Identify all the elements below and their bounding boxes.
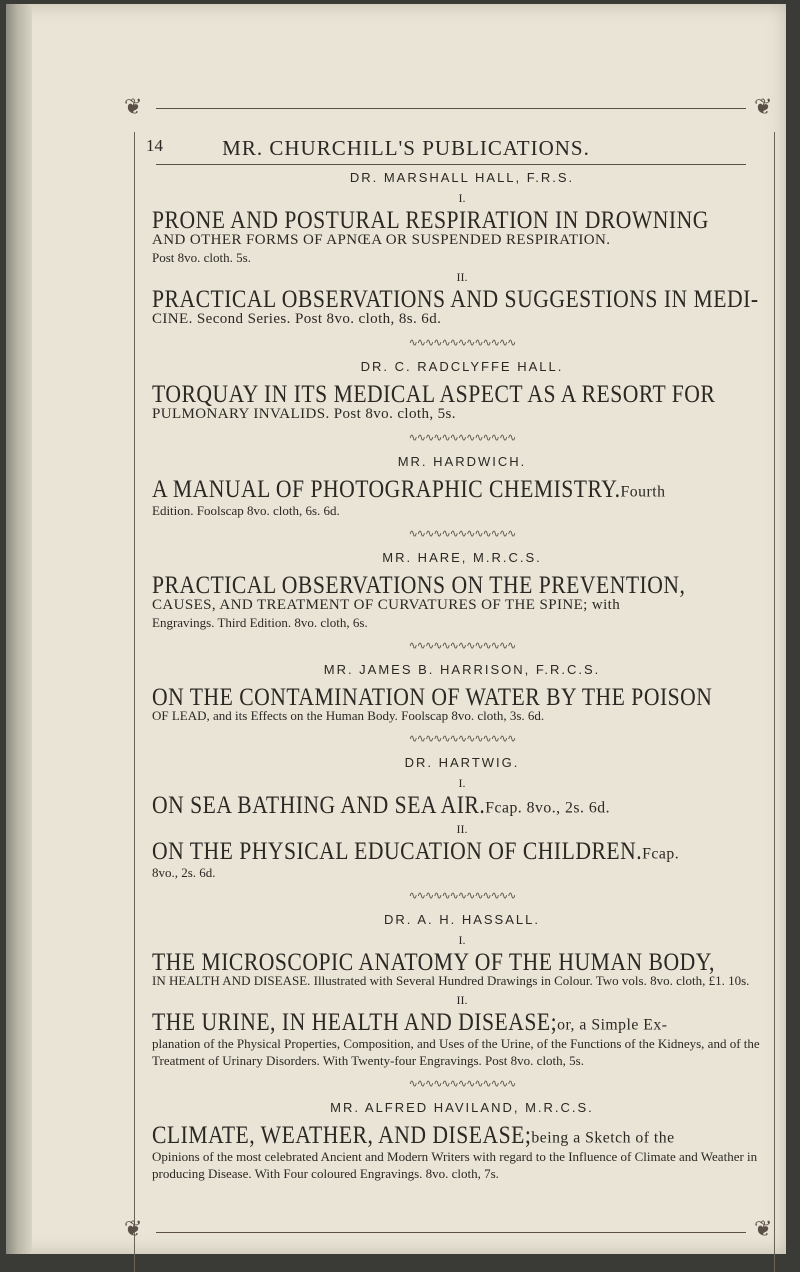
footer-rule [156, 1232, 746, 1233]
volume-numeral: I. [458, 191, 466, 205]
publication-title [152, 791, 762, 822]
publication-entry [152, 776, 772, 818]
publication-title [152, 571, 762, 599]
author-heading: MR. ALFRED HAVILAND, M.R.C.S. [330, 1100, 594, 1115]
publication-details: Edition. Foolscap 8vo. cloth, 6s. 6d. [152, 503, 340, 518]
author-heading: MR. JAMES B. HARRISON, F.R.C.S. [323, 662, 601, 677]
publication-title [152, 837, 762, 868]
frame-rule-right [774, 132, 775, 1272]
volume-numeral: II. [456, 993, 468, 1007]
publication-title [152, 206, 762, 234]
publication-title [152, 285, 762, 313]
running-head-title: MR. CHURCHILL'S PUBLICATIONS. [222, 136, 590, 160]
author-heading: DR. MARSHALL HALL, F.R.S. [349, 170, 575, 185]
publication-title-text: PRACTICAL OBSERVATIONS ON THE PREVENTION, [152, 569, 686, 599]
publication-subtitle: CAUSES, AND TREATMENT OF CURVATURES OF THE SPINE; with [152, 597, 621, 613]
author-section [152, 170, 772, 349]
author-section [152, 454, 772, 540]
publication-entry [152, 475, 772, 519]
corner-ornament-top-right: ❦ [754, 94, 773, 119]
publication-title-text: TORQUAY IN ITS MEDICAL ASPECT AS A RESORT FOR [152, 378, 716, 408]
corner-ornament-bottom-right: ❦ [754, 1216, 773, 1241]
publication-title-continuation: Fourth [620, 483, 666, 501]
publication-title-text: PRONE AND POSTURAL RESPIRATION IN DROWNING [152, 204, 709, 234]
page-number: 14 [146, 136, 163, 155]
section-divider: ∿∿∿∿∿∿∿∿∿∿∿∿∿ [408, 528, 516, 540]
publication-subtitle: CINE. Second Series. Post 8vo. cloth, 8s. 6d. [152, 311, 442, 327]
publication-title-text: ON THE CONTAMINATION OF WATER BY THE POISON [152, 681, 713, 711]
header-rule-bottom [156, 164, 746, 165]
author-section [152, 359, 772, 444]
frame-rule-left [134, 132, 135, 1272]
corner-ornament-bottom-left: ❦ [124, 1216, 143, 1241]
publication-title [152, 948, 762, 976]
volume-numeral: I. [458, 933, 466, 947]
volume-numeral: I. [458, 776, 466, 790]
publication-entry [152, 822, 772, 881]
publication-title-text: A MANUAL OF PHOTOGRAPHIC CHEMISTRY. [152, 473, 621, 503]
publication-entry [152, 270, 772, 328]
publication-title-continuation: or, a Simple Ex- [557, 1016, 668, 1034]
publication-entry [152, 1121, 772, 1182]
publication-subtitle: PULMONARY INVALIDS. Post 8vo. cloth, 5s. [152, 406, 456, 422]
publication-details: OF LEAD, and its Effects on the Human Body. Foolscap 8vo. cloth, 3s. 6d. [152, 708, 545, 723]
author-heading: MR. HARDWICH. [397, 454, 527, 469]
volume-numeral: II. [456, 822, 468, 836]
publication-title-text: CLIMATE, WEATHER, AND DISEASE; [152, 1119, 532, 1149]
section-divider: ∿∿∿∿∿∿∿∿∿∿∿∿∿ [408, 1078, 516, 1090]
section-divider: ∿∿∿∿∿∿∿∿∿∿∿∿∿ [408, 733, 516, 745]
author-section [152, 550, 772, 652]
publication-list [152, 170, 772, 1186]
publication-title [152, 380, 762, 408]
publication-title [152, 1008, 762, 1039]
author-heading: DR. HARTWIG. [404, 755, 520, 770]
publication-entry [152, 191, 772, 266]
corner-ornament-top-left: ❦ [124, 94, 143, 119]
book-binding [6, 4, 32, 1254]
section-divider: ∿∿∿∿∿∿∿∿∿∿∿∿∿ [408, 890, 516, 902]
publication-title-text: THE MICROSCOPIC ANATOMY OF THE HUMAN BODY, [152, 946, 715, 976]
publication-details: 8vo., 2s. 6d. [152, 865, 216, 880]
publication-title-text: PRACTICAL OBSERVATIONS AND SUGGESTIONS IN MEDI- [152, 283, 759, 313]
publication-details: Post 8vo. cloth. 5s. [152, 250, 251, 265]
publication-title-text: THE URINE, IN HEALTH AND DISEASE; [152, 1006, 558, 1036]
publication-entry [152, 380, 772, 423]
publication-title-text: ON SEA BATHING AND SEA AIR. [152, 789, 486, 819]
author-heading: DR. C. RADCLYFFE HALL. [360, 359, 564, 374]
publication-entry [152, 993, 772, 1069]
author-heading: DR. A. H. HASSALL. [384, 912, 540, 927]
author-section [152, 755, 772, 902]
publication-subtitle: AND OTHER FORMS OF APNŒA OR SUSPENDED RESPIRATION. [152, 232, 611, 248]
book-page [6, 4, 786, 1254]
publication-title [152, 475, 762, 506]
publication-title [152, 1121, 762, 1152]
author-heading: MR. HARE, M.R.C.S. [382, 550, 542, 565]
section-divider: ∿∿∿∿∿∿∿∿∿∿∿∿∿ [408, 337, 516, 349]
publication-title-text: ON THE PHYSICAL EDUCATION OF CHILDREN. [152, 835, 643, 865]
publication-entry [152, 571, 772, 631]
author-section [152, 912, 772, 1090]
publication-title [152, 683, 762, 711]
publication-entry [152, 683, 772, 724]
publication-title-continuation: Fcap. 8vo., 2s. 6d. [485, 799, 611, 817]
publication-details: Opinions of the most celebrated Ancient and Modern Writers with regard to the Influence of Climate and Weather in producing Disease. With Four coloured Engravings. 8vo. cloth, 7s. [152, 1149, 758, 1181]
author-section [152, 662, 772, 745]
author-section [152, 1100, 772, 1182]
section-divider: ∿∿∿∿∿∿∿∿∿∿∿∿∿ [408, 640, 516, 652]
publication-entry [152, 933, 772, 989]
publication-title-continuation: being a Sketch of the [531, 1129, 675, 1147]
publication-title-continuation: Fcap. [642, 845, 680, 863]
publication-details: Engravings. Third Edition. 8vo. cloth, 6s. [152, 615, 368, 630]
header-rule-top [156, 108, 746, 109]
publication-details: planation of the Physical Properties, Composition, and Uses of the Urine, of the Functions of the Kidneys, and of the Treatment of Urinary Disorders. With Twenty-four Engravings. Post 8vo. cloth, 5s. [152, 1036, 760, 1068]
volume-numeral: II. [456, 270, 468, 284]
section-divider: ∿∿∿∿∿∿∿∿∿∿∿∿∿ [408, 432, 516, 444]
publication-details: IN HEALTH AND DISEASE. Illustrated with Several Hundred Drawings in Colour. Two vols. 8vo. cloth, £1. 10s. [152, 973, 750, 988]
